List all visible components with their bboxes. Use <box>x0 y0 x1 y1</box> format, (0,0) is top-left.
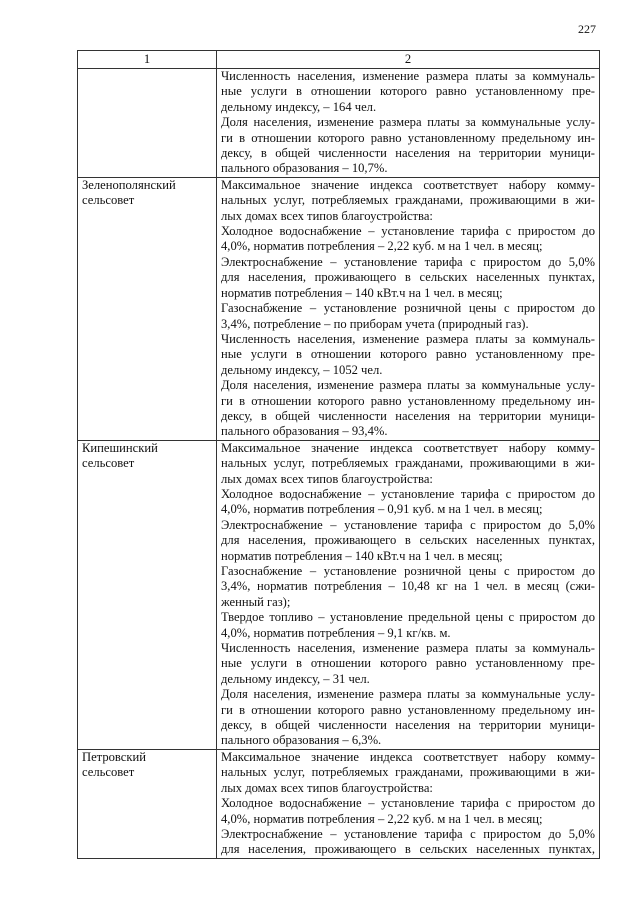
paragraph <box>221 332 595 378</box>
text-line: лых домах всех типов благоустройства: <box>221 208 433 223</box>
text-line: нальных услуг, потребляемых гражданами, проживающими в жи- <box>221 456 595 471</box>
text-line: для населения, проживающего в сельских населенных пунктах, <box>221 842 595 857</box>
municipal-index-table <box>77 50 600 859</box>
paragraph <box>221 441 595 487</box>
text-line: 4,0%, норматив потребления – 0,91 куб. м на 1 чел. в месяц; <box>221 502 543 517</box>
municipality-name: сельсовет <box>82 193 135 208</box>
paragraph <box>221 487 595 518</box>
text-line: лых домах всех типов благоустройства: <box>221 471 433 486</box>
text-line: Холодное водоснабжение – установление тарифа с приростом до <box>221 796 595 811</box>
text-line: дельному индексу, – 164 чел. <box>221 99 377 114</box>
text-line: норматив потребления – 140 кВт.ч на 1 чел. в месяц; <box>221 548 503 563</box>
paragraph <box>221 69 595 115</box>
paragraph <box>221 224 595 255</box>
text-line: Электроснабжение – установление тарифа с приростом до 5,0% <box>221 254 595 269</box>
text-line: ги в отношении которого равно установленному предельному ин- <box>221 393 595 408</box>
text-line: 4,0%, норматив потребления – 2,22 куб. м на 1 чел. в месяц; <box>221 811 543 826</box>
text-line: Газоснабжение – установление розничной цены с приростом до <box>221 301 595 316</box>
paragraph <box>221 796 595 827</box>
text-line: пального образования – 93,4%. <box>221 424 388 439</box>
text-line: для населения, проживающего в сельских населенных пунктах, <box>221 270 595 285</box>
text-line: 4,0%, норматив потребления – 2,22 куб. м на 1 чел. в месяц; <box>221 239 543 254</box>
text-line: женный газ); <box>221 594 291 609</box>
text-line: 4,0%, норматив потребления – 9,1 кг/кв. м. <box>221 625 451 640</box>
paragraph <box>221 178 595 224</box>
page-number: 227 <box>578 22 596 36</box>
text-line: для населения, проживающего в сельских населенных пунктах, <box>221 533 595 548</box>
text-line: Численность населения, изменение размера платы за коммуналь- <box>221 331 595 346</box>
text-line: ные услуги в отношении которого равно установленному пре- <box>221 347 595 362</box>
text-line: Максимальное значение индекса соответствует набору комму- <box>221 440 595 455</box>
municipality-name: сельсовет <box>82 456 135 471</box>
text-line: дексу, в общей численности населения на территории муници- <box>221 146 595 161</box>
text-line: Твердое топливо – установление предельной цены с приростом до <box>221 610 595 625</box>
municipality-name: Кипешинский <box>82 440 158 455</box>
text-line: 3,4%, потребление – по приборам учета (природный газ). <box>221 316 529 331</box>
paragraph <box>221 610 595 641</box>
paragraph <box>221 255 595 301</box>
text-line: Электроснабжение – установление тарифа с приростом до 5,0% <box>221 517 595 532</box>
paragraph <box>221 378 595 440</box>
text-line: ные услуги в отношении которого равно установленному пре- <box>221 84 595 99</box>
text-line: дельному индексу, – 1052 чел. <box>221 362 383 377</box>
text-line: Электроснабжение – установление тарифа с приростом до 5,0% <box>221 826 595 841</box>
municipality-name: сельсовет <box>82 765 135 780</box>
column-header-1: 1 <box>78 51 217 69</box>
table-row <box>78 749 600 858</box>
column-header-2: 2 <box>217 51 600 69</box>
text-line: Холодное водоснабжение – установление тарифа с приростом до <box>221 224 595 239</box>
text-line: Доля населения, изменение размера платы за коммунальные услу- <box>221 115 595 130</box>
text-line: Максимальное значение индекса соответствует набору комму- <box>221 749 595 764</box>
text-line: ные услуги в отношении которого равно установленному пре- <box>221 656 595 671</box>
text-line: ги в отношении которого равно установленному предельному ин- <box>221 702 595 717</box>
text-line: дельному индексу, – 31 чел. <box>221 671 370 686</box>
text-line: пального образования – 10,7%. <box>221 161 388 176</box>
municipality-name: Петровский <box>82 749 146 764</box>
text-line: дексу, в общей численности населения на территории муници- <box>221 408 595 423</box>
text-line: Численность населения, изменение размера платы за коммуналь- <box>221 69 595 83</box>
municipality-cell <box>78 749 217 858</box>
text-line: Доля населения, изменение размера платы за коммунальные услу- <box>221 687 595 702</box>
text-line: 3,4%, норматив потребления – 10,48 кг на 1 чел. в месяц (сжи- <box>221 579 595 594</box>
text-line: нальных услуг, потребляемых гражданами, проживающими в жи- <box>221 765 595 780</box>
text-line: Газоснабжение – установление розничной цены с приростом до <box>221 564 595 578</box>
table-row <box>78 69 600 178</box>
description-cell <box>217 69 600 178</box>
table-row <box>78 177 600 440</box>
text-line: ги в отношении которого равно установленному предельному ин- <box>221 130 595 145</box>
text-line: дексу, в общей численности населения на территории муници- <box>221 718 595 733</box>
municipality-name: Зеленополянский <box>82 177 176 192</box>
paragraph <box>221 827 595 858</box>
paragraph <box>221 301 595 332</box>
paragraph <box>221 518 595 564</box>
paragraph <box>221 564 595 610</box>
municipality-cell <box>78 69 217 178</box>
text-line: Численность населения, изменение размера платы за коммуналь- <box>221 641 595 656</box>
description-cell <box>217 440 600 749</box>
paragraph <box>221 641 595 687</box>
text-line: нальных услуг, потребляемых гражданами, проживающими в жи- <box>221 193 595 208</box>
paragraph <box>221 115 595 177</box>
description-cell <box>217 177 600 440</box>
text-line: Максимальное значение индекса соответствует набору комму- <box>221 177 595 192</box>
table-row <box>78 440 600 749</box>
paragraph <box>221 687 595 749</box>
text-line: Холодное водоснабжение – установление тарифа с приростом до <box>221 486 595 501</box>
paragraph <box>221 750 595 796</box>
text-line: норматив потребления – 140 кВт.ч на 1 чел. в месяц; <box>221 285 503 300</box>
table-header-row <box>78 51 600 69</box>
municipality-cell <box>78 440 217 749</box>
text-line: Доля населения, изменение размера платы за коммунальные услу- <box>221 378 595 393</box>
description-cell <box>217 749 600 858</box>
municipality-cell <box>78 177 217 440</box>
text-line: лых домах всех типов благоустройства: <box>221 780 433 795</box>
text-line: пального образования – 6,3%. <box>221 733 382 748</box>
